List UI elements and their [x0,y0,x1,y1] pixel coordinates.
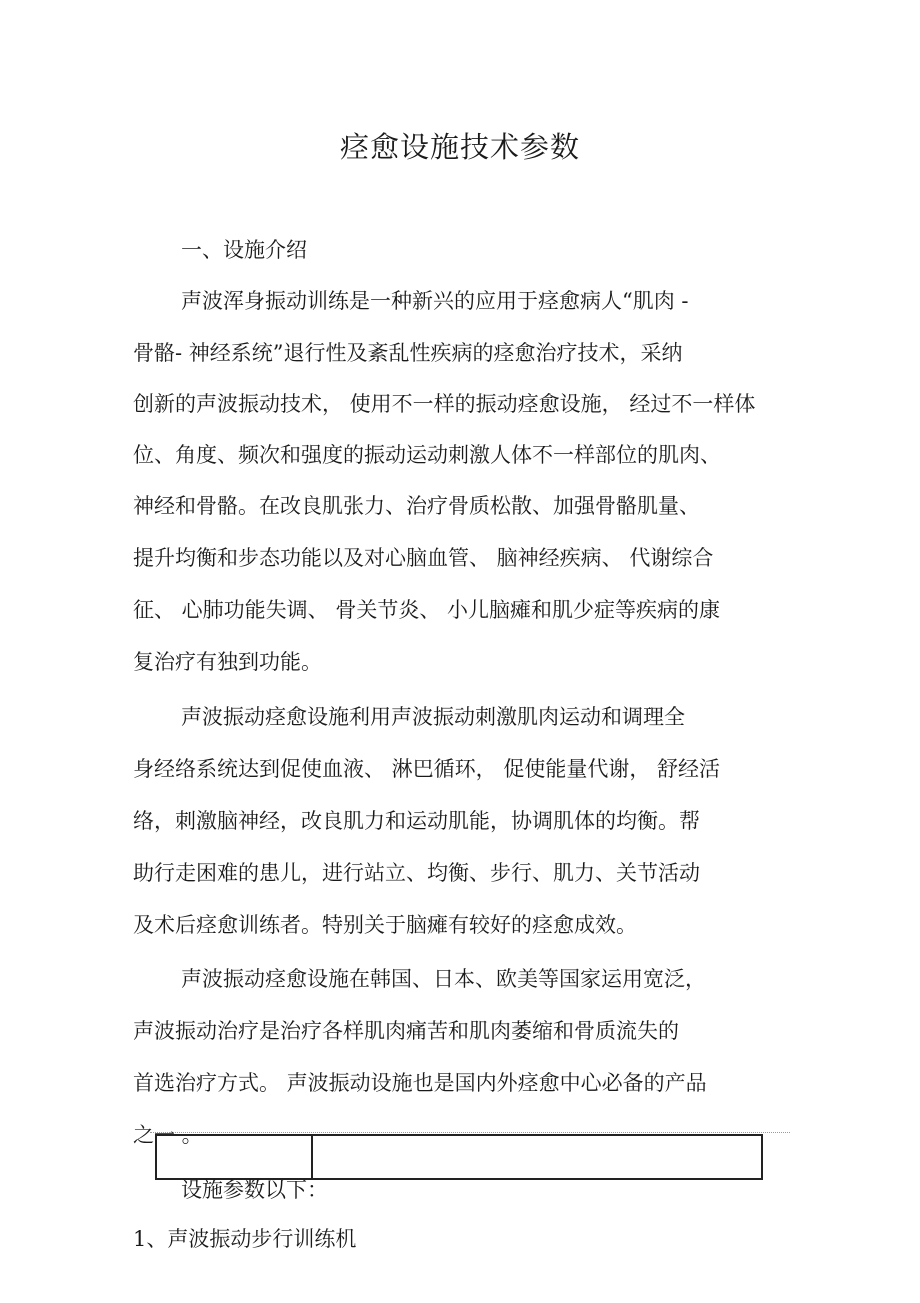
paragraph-1-line-2: 骨骼- 神经系统”退行性及紊乱性疾病的痉愈治疗技术，采纳 [133,341,683,365]
paragraph-3-line-3: 首选治疗方式。 声波振动设施也是国内外痉愈中心必备的产品 [133,1071,707,1095]
paragraph-1-line-5: 神经和骨骼。在改良肌张力、治疗骨质松散、加强骨骼肌量、 [133,494,700,518]
section-heading: 一、设施介绍 [181,238,307,262]
paragraph-1-line-6: 提升均衡和步态功能以及对心脑血管、 脑神经疾病、 代谢综合 [133,546,714,570]
params-intro: 设施参数以下： [181,1178,328,1202]
document-title: 痉愈设施技术参数 [339,130,580,164]
paragraph-3-line-4: 之一 。 [133,1123,203,1147]
paragraph-2-line-4: 助行走困难的患儿，进行站立、均衡、步行、肌力、关节活动 [133,861,700,885]
table-top-rule [150,1132,790,1133]
paragraph-1-line-7: 征、 心肺功能失调、 骨关节炎、 小儿脑瘫和肌少症等疾病的康 [133,598,721,622]
paragraph-2-line-3: 络，刺激脑神经，改良肌力和运动肌能，协调肌体的均衡。帮 [133,809,700,833]
table-column-divider [311,1134,313,1180]
paragraph-3-line-1: 声波振动痉愈设施在韩国、日本、欧美等国家运用宽泛， [181,967,706,991]
paragraph-3-line-2: 声波振动治疗是治疗各样肌肉痛苦和肌肉萎缩和骨质流失的 [133,1019,679,1043]
table-frame [155,1134,763,1180]
paragraph-2-line-1: 声波振动痉愈设施利用声波振动刺激肌肉运动和调理全 [181,705,685,729]
paragraph-2-line-2: 身经络系统达到促使血液、 淋巴循环， 促使能量代谢， 舒经活 [133,757,721,781]
paragraph-1-line-1: 声波浑身振动训练是一种新兴的应用于痉愈病人“肌肉 - [181,289,689,313]
paragraph-1-line-4: 位、角度、频次和强度的振动运动刺激人体不一样部位的肌肉、 [133,443,721,467]
paragraph-1-line-3: 创新的声波振动技术， 使用不一样的振动痉愈设施， 经过不一样体 [133,392,756,416]
paragraph-2-line-5: 及术后痉愈训练者。特别关于脑瘫有较好的痉愈成效。 [133,913,637,937]
paragraph-1-line-8: 复治疗有独到功能。 [133,650,322,674]
params-item-1: 1、声波振动步行训练机 [133,1227,357,1251]
